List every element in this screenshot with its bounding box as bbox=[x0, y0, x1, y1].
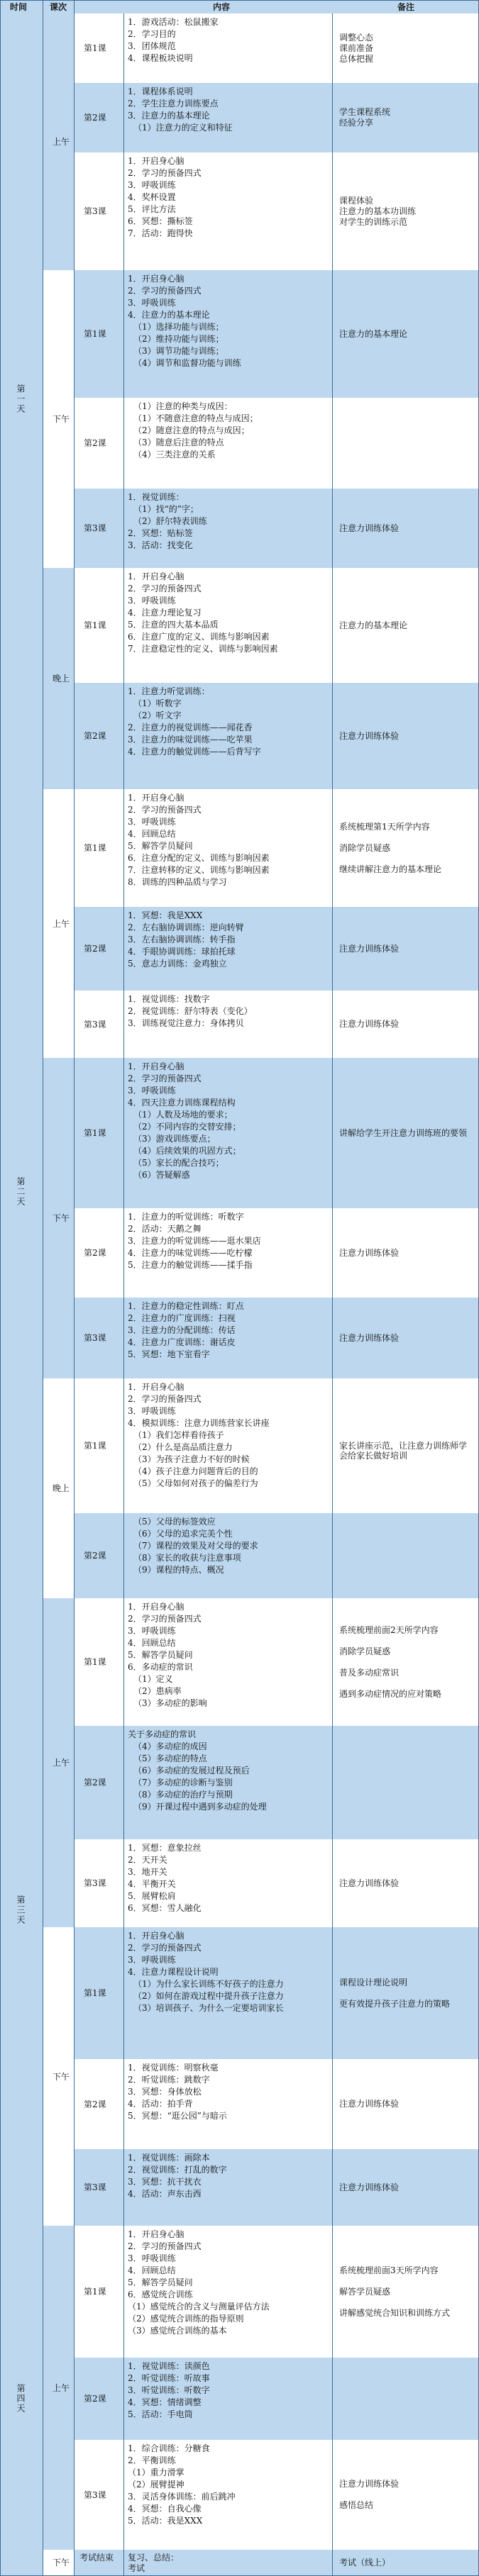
content-line: 5．注意的四大基本品质 bbox=[128, 620, 219, 630]
content-line: 2．视觉训练：打乱的数字 bbox=[128, 2165, 227, 2175]
content-line: （4）三类注意的关系 bbox=[133, 450, 216, 459]
note-line: 课程设计理论说明 bbox=[339, 1977, 408, 1987]
session-label: 第1课 bbox=[84, 1128, 106, 1138]
session-label: 考试结束 bbox=[79, 2553, 114, 2563]
content-line: 5．展臂松肩 bbox=[128, 1891, 176, 1901]
content-line: 3．训练视觉注意力：身体拷贝 bbox=[128, 1018, 244, 1028]
content-line: 5．注意力的触觉训练——揉手指 bbox=[128, 1260, 253, 1270]
content-line: 1．视觉训练：明察秋毫 bbox=[128, 2063, 219, 2073]
period-label: 下午 bbox=[53, 1213, 70, 1223]
content-line: 1．课程体系说明 bbox=[128, 87, 193, 96]
session-label: 第2课 bbox=[84, 1778, 106, 1788]
content-line: （1）注意力的定义和特征 bbox=[133, 123, 233, 133]
period-label: 上午 bbox=[53, 918, 70, 929]
content-line: 7．活动：跑得快 bbox=[128, 228, 193, 238]
note-line: 课前准备 bbox=[339, 43, 374, 53]
note-line: 解答学员疑惑 bbox=[339, 2286, 391, 2297]
content-line: 1．冥想：意象拉丝 bbox=[128, 1843, 202, 1853]
note-line: 课程体验 bbox=[339, 195, 374, 206]
content-line: （4）后续效果的巩固方式； bbox=[133, 1146, 241, 1156]
period-label: 上午 bbox=[53, 137, 70, 147]
content-line: （1）注意的种类与成因： bbox=[133, 401, 233, 411]
content-line: 3．呼吸训练 bbox=[128, 2253, 176, 2263]
session-label: 第3课 bbox=[84, 2489, 106, 2500]
note-line: 消除学员疑惑 bbox=[339, 842, 391, 853]
note-line: 考试（线上） bbox=[339, 2557, 391, 2567]
content-line: （7）多动症的诊断与鉴别 bbox=[133, 1778, 233, 1788]
content-line: 2．学习的预备四式 bbox=[128, 584, 202, 593]
content-line: 4．注意力的触觉训练——后背写字 bbox=[128, 747, 261, 757]
session-label: 第2课 bbox=[84, 2099, 106, 2109]
content-line: 3．呼吸训练 bbox=[128, 596, 176, 606]
content-line: 1．开启身心脑 bbox=[128, 156, 185, 166]
note-line: 注意力训练体验 bbox=[339, 1878, 400, 1888]
content-line: （2）舒尔特表训练 bbox=[133, 516, 207, 526]
col-line-4 bbox=[332, 13, 333, 2575]
content-line: 5．活动：手电筒 bbox=[128, 2409, 193, 2419]
session-label: 第2课 bbox=[84, 438, 106, 448]
header-session: 课次 bbox=[50, 2, 67, 12]
content-line: 1．游戏活动：松鼠搬家 bbox=[128, 17, 219, 27]
note-line: 感悟总结 bbox=[339, 2500, 374, 2510]
note-line: 注意力训练体验 bbox=[339, 2182, 400, 2192]
content-line: 1．开启身心脑 bbox=[128, 1602, 185, 1612]
content-line: （1）选择功能与训练； bbox=[133, 322, 224, 332]
content-line: 3．注意力的分配训练：传话 bbox=[128, 1325, 236, 1335]
content-line: 2．左右脑协调训练：逆向转臂 bbox=[128, 922, 244, 932]
content-line: 3．呼吸训练 bbox=[128, 298, 176, 308]
header-note: 备注 bbox=[397, 2, 415, 12]
content-line: 1．视觉训练：找数字 bbox=[128, 994, 210, 1004]
content-line: （4）多动症的成因 bbox=[133, 1741, 207, 1751]
content-line: 3．呼吸训练 bbox=[128, 1406, 176, 1416]
content-line: 2．学习的预备四式 bbox=[128, 2241, 202, 2251]
content-line: 8．训练的四种品质与学习 bbox=[128, 877, 227, 887]
content-line: 1．开启身心脑 bbox=[128, 1061, 185, 1071]
note-line: 继续讲解注意力的基本理论 bbox=[339, 864, 442, 874]
content-line: 4．平衡开关 bbox=[128, 1879, 176, 1889]
content-line: 4．活动：声东击西 bbox=[128, 2189, 202, 2199]
content-line: 1．开启身心脑 bbox=[128, 793, 185, 803]
content-line: （1）为什么家长训练不好孩子的注意力 bbox=[133, 1979, 284, 1989]
content-line: 2．学生注意力训练要点 bbox=[128, 99, 219, 108]
period-label: 下午 bbox=[53, 414, 70, 424]
note-line: 普及多动症常识 bbox=[339, 1667, 400, 1678]
content-line: 5．活动：我是XXX bbox=[128, 2516, 203, 2526]
content-line: 2．学习的预备四式 bbox=[128, 1614, 202, 1624]
content-line: 3．呼吸训练 bbox=[128, 817, 176, 827]
content-line: 6．注意广度的定义、训练与影响因素 bbox=[128, 632, 270, 642]
content-line: （2）展臂提神 bbox=[128, 2480, 185, 2489]
content-line: 4．注意力的味觉训练——吃柠檬 bbox=[128, 1248, 253, 1258]
content-line: 3．灵活身体训练：前后跳冲 bbox=[128, 2492, 236, 2502]
note-line: 注意力训练体验 bbox=[339, 1332, 400, 1343]
content-line: 3．注意力的基本理论 bbox=[128, 111, 210, 121]
period-label: 下午 bbox=[53, 2071, 70, 2082]
note-line: 讲解给学生开注意力训练班的要领 bbox=[339, 1127, 468, 1138]
note-line: 注意力训练体验 bbox=[339, 1247, 400, 1258]
content-line: 5．解答学员疑问 bbox=[128, 841, 193, 851]
day-label: 第一天 bbox=[16, 384, 26, 414]
content-line: 6．多动症的常识 bbox=[128, 1662, 193, 1672]
content-line: 1．注意力的稳定性训练：盯点 bbox=[128, 1301, 244, 1311]
content-line: 6．注意分配的定义、训练与影响因素 bbox=[128, 853, 270, 863]
note-line: 讲解感觉统合知识和训练方式 bbox=[339, 2307, 451, 2318]
header-content: 内容 bbox=[213, 2, 231, 12]
content-line: （3）为孩子注意力不好的时候 bbox=[133, 1454, 250, 1464]
content-line: （6）答疑解惑 bbox=[133, 1170, 190, 1180]
content-line: 4．模拟训练：注意力训练营家长讲座 bbox=[128, 1418, 270, 1428]
note-line: 消除学员疑惑 bbox=[339, 1646, 391, 1656]
content-line: 4．注意力的基本理论 bbox=[128, 310, 210, 320]
content-line: 6．冥想：雪人融化 bbox=[128, 1903, 202, 1913]
content-line: （2）如何在游戏过程中提升孩子注意力 bbox=[133, 1991, 284, 2001]
content-line: （8）家长的收获与注意事项 bbox=[133, 1553, 241, 1563]
content-line: 1．开启身心脑 bbox=[128, 2229, 185, 2239]
content-line: （5）父母的标签效应 bbox=[133, 1517, 216, 1527]
content-line: 7．注意稳定性的定义、训练与影响因素 bbox=[128, 644, 278, 654]
content-line: 4．注意力课程设计说明 bbox=[128, 1967, 219, 1977]
content-line: 4．回顾总结 bbox=[128, 2265, 176, 2275]
content-line: 复习、总结： bbox=[128, 2553, 180, 2563]
content-line: 3．呼吸训练 bbox=[128, 1086, 176, 1095]
session-label: 第3课 bbox=[84, 2182, 106, 2192]
content-line: （3）随意后注意的特点 bbox=[133, 437, 224, 447]
content-line: （5）多动症的特点 bbox=[133, 1753, 207, 1763]
content-line: （1）听数字 bbox=[133, 698, 182, 708]
session-label: 第3课 bbox=[84, 523, 106, 533]
content-line: 关于多动症的常识 bbox=[128, 1729, 197, 1739]
content-line: 4．回顾总结 bbox=[128, 1638, 176, 1648]
note-line: 注意力训练体验 bbox=[339, 730, 400, 741]
content-line: 1．注意力听觉训练： bbox=[128, 686, 210, 696]
session-label: 第2课 bbox=[84, 113, 106, 123]
content-line: （2）随意注意的特点与成因； bbox=[133, 425, 250, 435]
content-line: 3．冥想：身体放松 bbox=[128, 2087, 202, 2097]
content-line: 3．左右脑协调训练：转手指 bbox=[128, 935, 236, 944]
content-line: （1）我们怎样看待孩子 bbox=[133, 1430, 224, 1440]
content-line: 2．学习的预备四式 bbox=[128, 1943, 202, 1953]
col-line-3 bbox=[123, 13, 124, 2575]
session-label: 第3课 bbox=[84, 206, 106, 216]
note-line: 调整心态 bbox=[339, 32, 374, 43]
content-line: 3．注意力的听觉训练——逛水果店 bbox=[128, 1236, 261, 1246]
content-line: 1．视觉训练：画除本 bbox=[128, 2153, 210, 2163]
note-line: 家长讲座示范，让注意力训练师学会给家长做好培训 bbox=[339, 1440, 468, 1461]
content-line: 1．冥想：我是XXX bbox=[128, 910, 203, 920]
content-line: 3．团体规范 bbox=[128, 41, 176, 51]
day-label: 第二天 bbox=[16, 1176, 26, 1207]
content-line: 4．手眼协调训练：球拍托球 bbox=[128, 947, 236, 957]
content-line: 1．开启身心脑 bbox=[128, 1931, 185, 1941]
session-label: 第1课 bbox=[84, 2287, 106, 2297]
content-line: 4．奖杯设置 bbox=[128, 192, 176, 202]
session-label: 第1课 bbox=[84, 843, 106, 853]
day-label: 第三天 bbox=[16, 1895, 26, 1925]
content-line: 1．开启身心脑 bbox=[128, 274, 185, 284]
content-line: 7．注意转移的定义、训练与影响因素 bbox=[128, 865, 270, 875]
content-line: 考试 bbox=[128, 2563, 145, 2573]
note-line: 注意力的基本理论 bbox=[339, 620, 408, 630]
content-line: 1．开启身心脑 bbox=[128, 1382, 185, 1392]
note-line: 遇到多动症情况的应对策略 bbox=[339, 1688, 442, 1699]
content-line: （1）定义 bbox=[133, 1674, 173, 1684]
content-line: （2）不同内容的交替安排； bbox=[133, 1122, 241, 1132]
content-line: 4．冥想：情绪调整 bbox=[128, 2397, 202, 2407]
content-line: 1．视觉训练：读颜色 bbox=[128, 2361, 210, 2371]
period-label: 晚上 bbox=[53, 1483, 70, 1493]
content-line: 2．学习的预备四式 bbox=[128, 286, 202, 296]
content-line: 3．活动：找变化 bbox=[128, 540, 193, 550]
content-line: 5．冥想：“逛公园”与暗示 bbox=[128, 2111, 227, 2121]
period-label: 下午 bbox=[53, 2558, 70, 2567]
session-label: 第1课 bbox=[84, 620, 106, 630]
session-label: 第2课 bbox=[84, 731, 106, 741]
period-label: 晚上 bbox=[53, 674, 70, 684]
content-line: 2．听觉训练：跳数字 bbox=[128, 2075, 210, 2085]
content-line: 1．开启身心脑 bbox=[128, 571, 185, 581]
content-line: （2）听文字 bbox=[133, 710, 182, 720]
content-line: 2．学习的预备四式 bbox=[128, 168, 202, 178]
session-label: 第1课 bbox=[84, 1441, 106, 1451]
content-line: 4．活动：拍手背 bbox=[128, 2099, 193, 2109]
note-line: 学生课程系统 bbox=[339, 107, 391, 117]
content-line: 6．感觉统合训练 bbox=[128, 2290, 193, 2299]
note-line: 系统梳理前面3天所学内容 bbox=[339, 2265, 439, 2275]
content-line: 1．注意力的听觉训练：听数字 bbox=[128, 1212, 244, 1222]
content-line: 4．四天注意力训练课程结构 bbox=[128, 1098, 236, 1108]
content-line: （9）开课过程中遇到多动症的处理 bbox=[133, 1802, 267, 1812]
content-line: 2．冥想：贴标签 bbox=[128, 528, 193, 538]
session-label: 第2课 bbox=[84, 944, 106, 954]
content-line: 4．注意力广度训练：谢话皮 bbox=[128, 1337, 236, 1347]
note-line: 注意力训练体验 bbox=[339, 1019, 400, 1029]
content-line: 3．呼吸训练 bbox=[128, 1626, 176, 1636]
content-line: （2）什么是高品质注意力 bbox=[133, 1442, 233, 1452]
content-line: 4．冥想：自我心像 bbox=[128, 2504, 202, 2514]
content-line: （3）游戏训练要点； bbox=[133, 1134, 216, 1144]
content-line: 4．回顾总结 bbox=[128, 829, 176, 839]
content-line: （5）家长的配合技巧； bbox=[133, 1158, 224, 1168]
content-line: 2．平衡训练 bbox=[128, 2455, 176, 2465]
session-label: 第1课 bbox=[84, 1988, 106, 1998]
content-line: 3．呼吸训练 bbox=[128, 180, 176, 190]
session-label: 第1课 bbox=[84, 329, 106, 339]
content-line: （2）维持功能与训练； bbox=[133, 334, 224, 344]
note-line: 注意力训练体验 bbox=[339, 2479, 400, 2489]
content-line: （3）培训孩子、为什么一定要培训家长 bbox=[133, 2003, 284, 2013]
content-line: 1．视觉训练： bbox=[128, 492, 185, 502]
note-line: 经验分享 bbox=[339, 118, 374, 128]
content-line: 5．解答学员疑问 bbox=[128, 1650, 193, 1660]
session-label: 第2课 bbox=[84, 1551, 106, 1561]
content-line: （6）多动症的发展过程及预后 bbox=[133, 1766, 250, 1775]
note-line: 注意力的基本功训练 bbox=[339, 206, 417, 216]
content-line: 2．视觉训练：舒尔特表（变化） bbox=[128, 1006, 253, 1016]
note-line: 注意力的基本理论 bbox=[339, 328, 408, 339]
content-line: （1）不随意注意的特点与成因； bbox=[133, 413, 258, 423]
content-line: （4）孩子注意力问题背后的目的 bbox=[133, 1466, 258, 1476]
content-line: （4）调节和监督功能与训练 bbox=[133, 358, 241, 368]
note-line: 系统梳理第1天所学内容 bbox=[339, 821, 430, 832]
content-line: 2．活动：天鹅之舞 bbox=[128, 1224, 202, 1234]
content-line: 2．学习的预备四式 bbox=[128, 805, 202, 815]
day-label: 第四天 bbox=[16, 2383, 26, 2414]
content-line: 4．课程板块说明 bbox=[128, 53, 193, 63]
content-line: 5．解答学员疑问 bbox=[128, 2277, 193, 2287]
content-line: 5．意志力训练：金鸡独立 bbox=[128, 959, 227, 969]
col-line-left bbox=[0, 0, 1, 2575]
content-line: 2．天开关 bbox=[128, 1855, 167, 1865]
content-line: （9）课程的特点、概况 bbox=[133, 1565, 224, 1575]
note-line: 更有效提升孩子注意力的策略 bbox=[339, 1998, 451, 2009]
content-line: （1）找“的”字； bbox=[133, 504, 199, 514]
col-line-2 bbox=[74, 0, 75, 2575]
content-line: 2．学习目的 bbox=[128, 29, 176, 39]
content-line: （2）患病率 bbox=[133, 1686, 182, 1696]
content-line: （5）父母如何对孩子的偏差行为 bbox=[133, 1478, 258, 1488]
content-line: 2．注意力的视觉训练——闻花香 bbox=[128, 723, 253, 732]
content-line: （7）课程的效果及对父母的要求 bbox=[133, 1541, 258, 1551]
content-line: （1）人数及场地的要求； bbox=[133, 1110, 233, 1120]
session-label: 第1课 bbox=[84, 43, 106, 53]
content-line: 1．综合训练：分糖食 bbox=[128, 2443, 210, 2453]
header-time: 时间 bbox=[10, 2, 28, 12]
content-line: （3）多动症的影响 bbox=[133, 1698, 207, 1708]
content-line: 2．学习的预备四式 bbox=[128, 1394, 202, 1404]
content-line: 5．评比方法 bbox=[128, 204, 176, 214]
note-line: 注意力训练体验 bbox=[339, 943, 400, 954]
content-line: 2．听觉训练：听故事 bbox=[128, 2373, 210, 2383]
content-line: （1）重力滑掌 bbox=[128, 2468, 185, 2477]
content-line: （2）感觉统合训练的指导原则 bbox=[128, 2314, 244, 2324]
content-line: （1）感觉统合的含义与测量评估方法 bbox=[128, 2302, 270, 2312]
session-label: 第3课 bbox=[84, 1878, 106, 1888]
note-line: 对学生的训练示范 bbox=[339, 216, 408, 227]
session-label: 第1课 bbox=[84, 1657, 106, 1667]
period-label: 上午 bbox=[53, 2382, 70, 2393]
session-label: 第2课 bbox=[84, 2394, 106, 2404]
period-label: 上午 bbox=[53, 1758, 70, 1768]
content-line: 3．呼吸训练 bbox=[128, 1955, 176, 1965]
note-line: 注意力训练体验 bbox=[339, 523, 400, 533]
content-line: 2．注意力的广度训练：扫视 bbox=[128, 1313, 236, 1323]
note-line: 注意力训练体验 bbox=[339, 2099, 400, 2109]
content-line: 3．注意力的味觉训练——吃苹果 bbox=[128, 735, 253, 745]
content-line: （3）感觉统合训练的基本 bbox=[128, 2326, 227, 2336]
session-label: 第3课 bbox=[84, 1019, 106, 1030]
content-line: 2．学习的预备四式 bbox=[128, 1074, 202, 1083]
content-line: （8）多动症的治疗与预期 bbox=[133, 1790, 233, 1800]
content-line: （3）调节功能与训练； bbox=[133, 346, 224, 356]
content-line: 3．冥想：抗干扰衣 bbox=[128, 2177, 202, 2187]
note-line: 总体把握 bbox=[339, 53, 374, 64]
content-line: 6．冥想：撕标签 bbox=[128, 216, 193, 226]
note-line: 系统梳理前面2天所学内容 bbox=[339, 1624, 439, 1635]
session-label: 第3课 bbox=[84, 1333, 106, 1343]
content-line: 5．冥想：地下室看字 bbox=[128, 1349, 210, 1359]
top-border bbox=[0, 0, 479, 1]
content-line: 3．听觉训练：听数字 bbox=[128, 2385, 210, 2395]
content-line: 4．注意力理论复习 bbox=[128, 608, 202, 618]
session-label: 第2课 bbox=[84, 1248, 106, 1258]
content-line: 3．地开关 bbox=[128, 1867, 167, 1877]
content-line: （6）父母的追求完美个性 bbox=[133, 1529, 233, 1539]
